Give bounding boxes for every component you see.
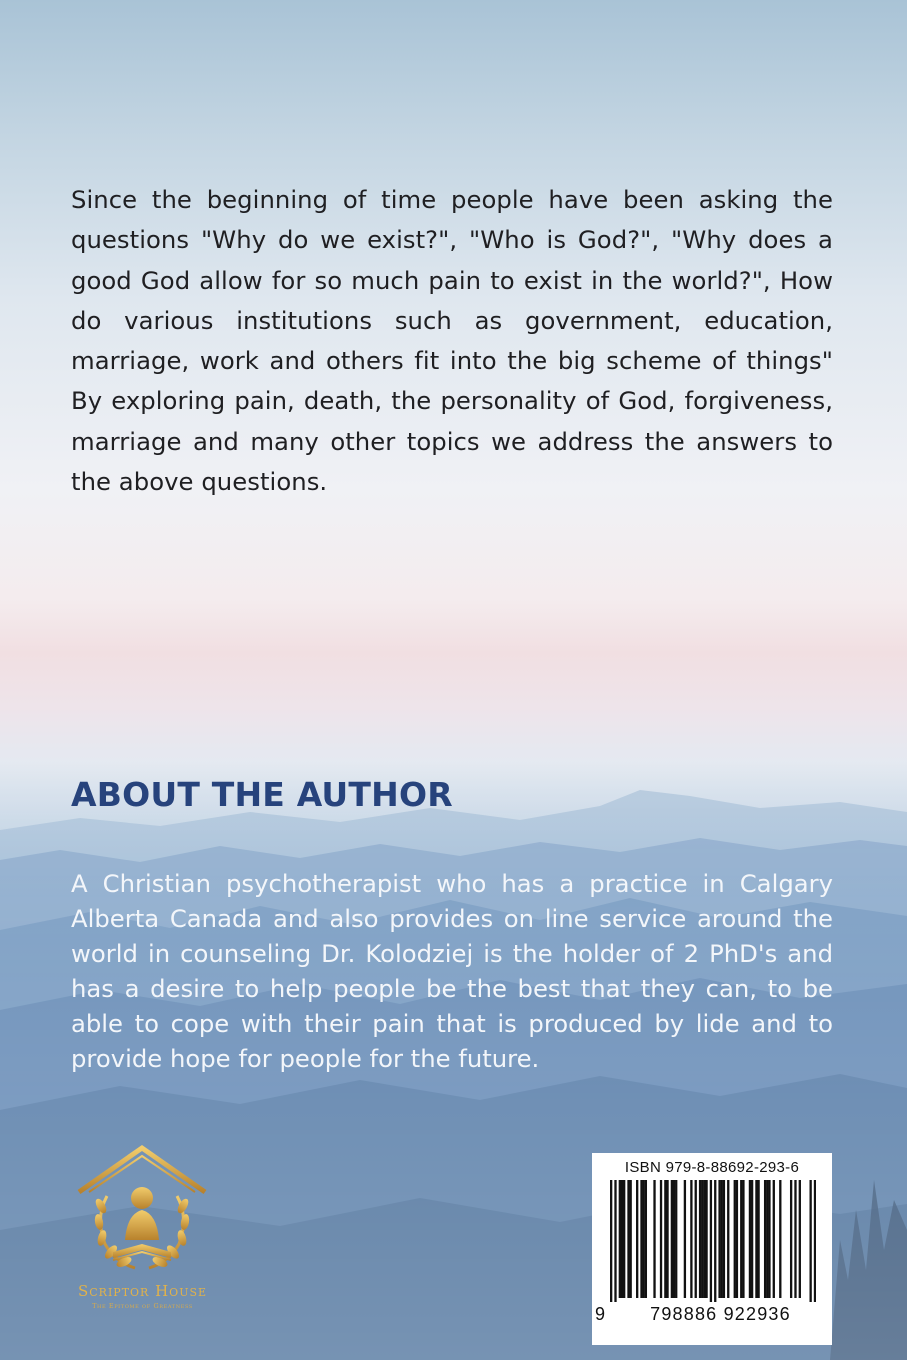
barcode-bar: [714, 1180, 716, 1302]
barcode-bar: [764, 1180, 766, 1298]
barcode-bar: [736, 1180, 738, 1298]
barcode-bar: [727, 1180, 729, 1298]
barcode-bar: [684, 1180, 686, 1298]
barcode-bar: [636, 1180, 638, 1298]
barcode-bar: [749, 1180, 751, 1298]
publisher-name: Scriptor House: [77, 1282, 208, 1300]
barcode-bar: [814, 1180, 816, 1302]
barcode-bar: [751, 1180, 753, 1298]
barcode-bar: [790, 1180, 792, 1298]
barcode-first-digit: 9: [595, 1304, 606, 1324]
barcode-bar: [723, 1180, 725, 1298]
barcode-bar: [640, 1180, 642, 1298]
barcode-rest-digits: 798886 922936: [650, 1304, 791, 1324]
barcode-bar: [705, 1180, 707, 1298]
about-author-heading: ABOUT THE AUTHOR: [71, 775, 453, 814]
barcode-bar: [645, 1180, 647, 1298]
barcode-bar: [703, 1180, 705, 1298]
publisher-tagline: The Epitome of Greatness: [92, 1302, 193, 1310]
publisher-logo: [55, 1140, 230, 1320]
barcode-bar: [630, 1180, 632, 1298]
barcode-bar: [740, 1180, 742, 1298]
barcode-bar: [690, 1180, 692, 1298]
blurb-text: Since the beginning of time people have been asking the questions "Why do we exist?", "Who is God?", "Why does a good God allow for so much pain to exist in the world?", How do various institutions such as government, education, marriage, work and others fit into the big scheme of things" By exploring pain, death, the personality of God, forgiveness, marriage and many other topics we address the answers to the above questions.: [71, 185, 833, 497]
barcode-bar: [773, 1180, 775, 1298]
barcode-bar: [610, 1180, 612, 1302]
barcode-bar: [734, 1180, 736, 1298]
barcode-bar: [742, 1180, 744, 1298]
barcode-bar: [643, 1180, 645, 1298]
barcode-bar: [623, 1180, 625, 1298]
author-bio-text: A Christian psychotherapist who has a practice in Calgary Alberta Canada and also provides on line service around the world in counseling Dr. Kolodziej is the holder of 2 PhD's and has a desire to help people be the best that they can, to be able to cope with their pain that is produced by lide and to provide hope for people for the future.: [71, 869, 833, 1073]
isbn-barcode-box: [592, 1153, 832, 1345]
barcode-bar: [627, 1180, 629, 1298]
barcode-bar: [673, 1180, 675, 1298]
barcode-bar: [675, 1180, 677, 1298]
barcode-bar: [695, 1180, 697, 1298]
barcode-bar: [768, 1180, 770, 1298]
barcode-bar: [757, 1180, 759, 1298]
barcode-bar: [721, 1180, 723, 1298]
barcode-bar: [755, 1180, 757, 1298]
barcode-bar: [766, 1180, 768, 1298]
barcode-bar: [619, 1180, 621, 1298]
barcode-bar: [710, 1180, 712, 1302]
barcode-bar: [660, 1180, 662, 1298]
barcode-bar: [809, 1180, 811, 1302]
barcode-bar: [666, 1180, 668, 1298]
house-reader-laurel-logo-icon: [55, 1140, 230, 1285]
isbn-label: ISBN 979-8-88692-293-6: [624, 1159, 800, 1176]
barcode-bar: [718, 1180, 720, 1298]
barcode-bar: [699, 1180, 701, 1298]
barcode-bar: [701, 1180, 703, 1298]
barcode-bar: [664, 1180, 666, 1298]
barcode-bar: [653, 1180, 655, 1298]
barcode-bar: [614, 1180, 616, 1302]
barcode-bar: [671, 1180, 673, 1298]
barcode-bar: [799, 1180, 801, 1298]
barcode-bar: [779, 1180, 781, 1298]
isbn-barcode: [610, 1180, 816, 1302]
barcode-bar: [621, 1180, 623, 1298]
barcode-bar: [794, 1180, 796, 1298]
